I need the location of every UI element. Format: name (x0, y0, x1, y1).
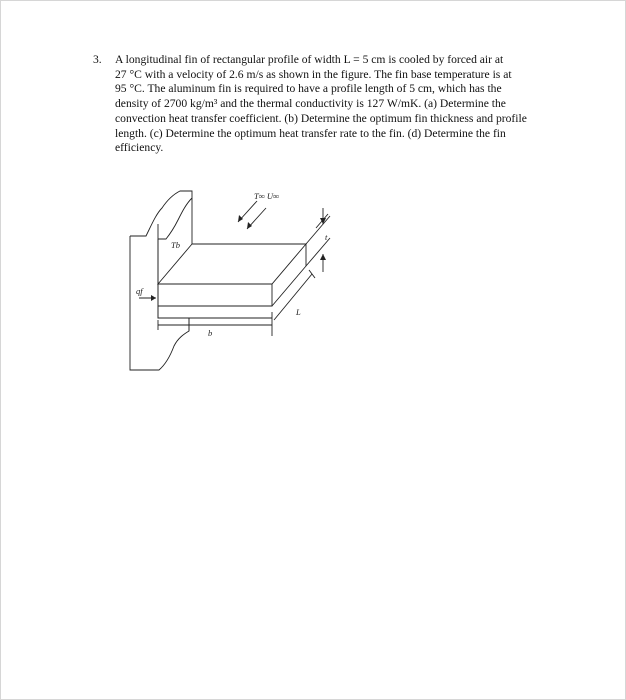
fin-end-face (272, 244, 306, 306)
problem-line: convection heat transfer coefficient. (b) Determine the optimum fin thickness and profile (115, 111, 527, 125)
label-flow: T∞ U∞ (254, 191, 280, 201)
label-length: b (208, 328, 213, 338)
label-heat-rate: qf (136, 286, 143, 296)
problem-line: 27 °C with a velocity of 2.6 m/s as shown in the figure. The fin base temperature is at (115, 67, 512, 81)
problem-text (115, 53, 553, 156)
problem-line: density of 2700 kg/m³ and the thermal conductivity is 127 W/mK. (a) Determine the (115, 97, 506, 111)
flow-arrowhead-1 (238, 215, 243, 222)
fin-top-face (158, 244, 306, 284)
t-arrowhead-bottom (320, 254, 326, 260)
label-width: L (296, 307, 301, 317)
fin-diagram (116, 184, 356, 384)
problem-statement (93, 53, 553, 156)
base-wall-top-break (130, 191, 192, 239)
problem-line: A longitudinal fin of rectangular profile of width L = 5 cm is cooled by forced air at (115, 53, 504, 66)
fin-front-face (158, 284, 272, 306)
fin-figure (116, 184, 356, 384)
problem-line: length. (c) Determine the optimum heat transfer rate to the fin. (d) Determine the fin (115, 126, 506, 140)
problem-number: 3. (93, 53, 102, 66)
label-base-temperature: Tb (171, 240, 180, 250)
label-thickness: t (325, 232, 328, 242)
base-bottom (158, 306, 272, 318)
flow-arrowhead-2 (247, 222, 252, 229)
heat-arrowhead (151, 295, 156, 301)
dim-t-extension-2 (306, 238, 330, 266)
t-arrowhead-top (320, 218, 326, 224)
problem-line: 95 °C. The aluminum fin is required to have a profile length of 5 cm, which has the (115, 82, 502, 96)
problem-line: efficiency. (115, 141, 164, 155)
base-wall (130, 224, 189, 370)
